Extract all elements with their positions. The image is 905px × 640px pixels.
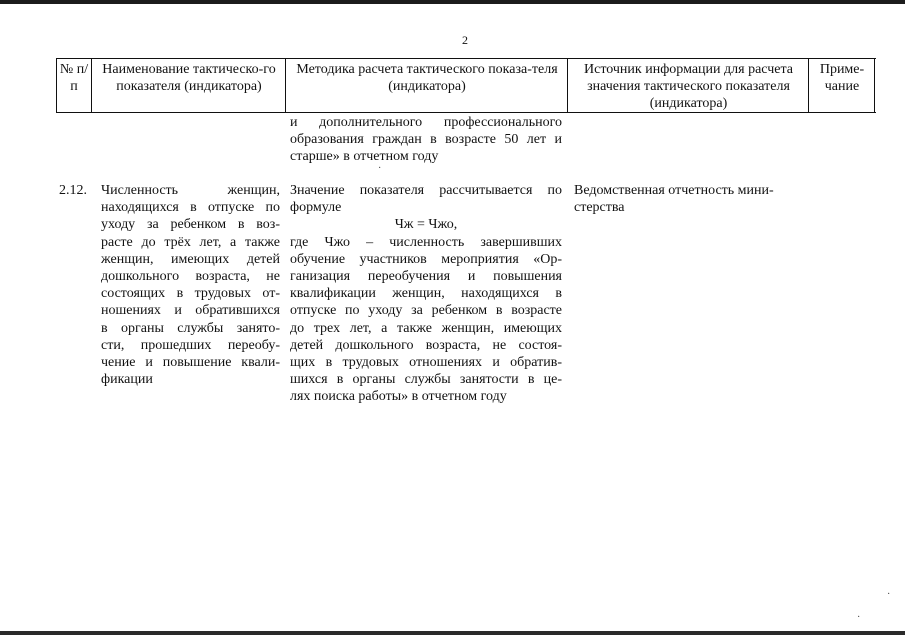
scan-speck: ·	[887, 589, 891, 600]
scan-speck: ·	[857, 612, 861, 623]
header-divider-4	[808, 58, 809, 113]
method-line: детей дошкольного возраста, не состоя-	[290, 337, 562, 353]
method-line: отпуске по уходу за ребенком в возрасте	[290, 303, 562, 319]
scan-edge-bottom	[0, 631, 905, 635]
scan-speck: ·	[378, 163, 382, 174]
indicator-name-line: уходу за ребенком в воз-	[101, 217, 280, 233]
indicator-name-line: находящихся в отпуске по	[101, 200, 280, 216]
indicator-name-line: Численность женщин,	[101, 183, 280, 198]
continuation-line: образования граждан в возрасте 50 лет и	[290, 132, 562, 148]
method-line: где Чжо – численность завершивших	[290, 234, 562, 250]
indicator-name-line: дошкольного возраста, не	[101, 269, 280, 285]
method-line: формуле	[290, 200, 342, 216]
method-line: шихся в органы службы занятости в це-	[290, 372, 562, 388]
scan-edge-top	[0, 0, 905, 4]
header-top-border	[56, 58, 876, 59]
method-line: обучение участников мероприятия «Ор-	[290, 251, 562, 267]
indicator-name-line: в органы службы занято-	[101, 320, 280, 336]
method-line: до трех лет, а также женщин, имеющих	[290, 320, 562, 336]
row-number: 2.12.	[59, 183, 87, 198]
header-source: Источник информации для расчета значения тактического показателя (индикатора)	[584, 62, 793, 111]
method-line: лях поиска работы» в отчетном году	[290, 389, 507, 405]
header-divider-3	[567, 58, 568, 113]
page-number: 2	[462, 33, 468, 47]
method-line: щих в трудовых отношениях и обратив-	[290, 355, 562, 371]
indicator-name-line: состоящих в трудовых от-	[101, 286, 280, 302]
header-indicator-name: Наименование тактическо-го показателя (индикатора)	[102, 62, 276, 94]
indicator-name-line: чение и повышение квали-	[101, 355, 280, 371]
header-divider-2	[285, 58, 286, 113]
header-divider-1	[91, 58, 92, 113]
header-note: Приме-чание	[819, 62, 865, 94]
indicator-name-line: ношениях и обратившихся	[101, 303, 280, 319]
indicator-name-line: расте до трёх лет, а также	[101, 234, 280, 250]
method-line: квалификации женщин, находящихся в	[290, 286, 562, 302]
calculation-method	[290, 182, 562, 406]
continuation-line: старше» в отчетном году	[290, 149, 439, 165]
indicator-name-line: фикации	[101, 372, 153, 388]
method-line: ганизация переобучения и повышения	[290, 269, 562, 285]
continuation-text	[290, 114, 562, 166]
header-number: № п/п	[59, 62, 89, 94]
header-border-left	[56, 58, 57, 113]
indicator-name-line: женщин, имеющих детей	[101, 251, 280, 267]
method-line: Значение показателя рассчитывается по	[290, 183, 562, 198]
information-source: Ведомственная отчетность мини-стерства	[574, 183, 774, 216]
formula: Чж = Чжо,	[394, 217, 458, 233]
indicator-name	[101, 182, 280, 388]
header-border-right	[874, 58, 875, 113]
indicator-name-line: сти, прошедших переобу-	[101, 337, 280, 353]
header-method: Методика расчета тактического показа-теля (индикатора)	[296, 62, 558, 94]
continuation-line: и дополнительного профессионального	[290, 115, 562, 130]
